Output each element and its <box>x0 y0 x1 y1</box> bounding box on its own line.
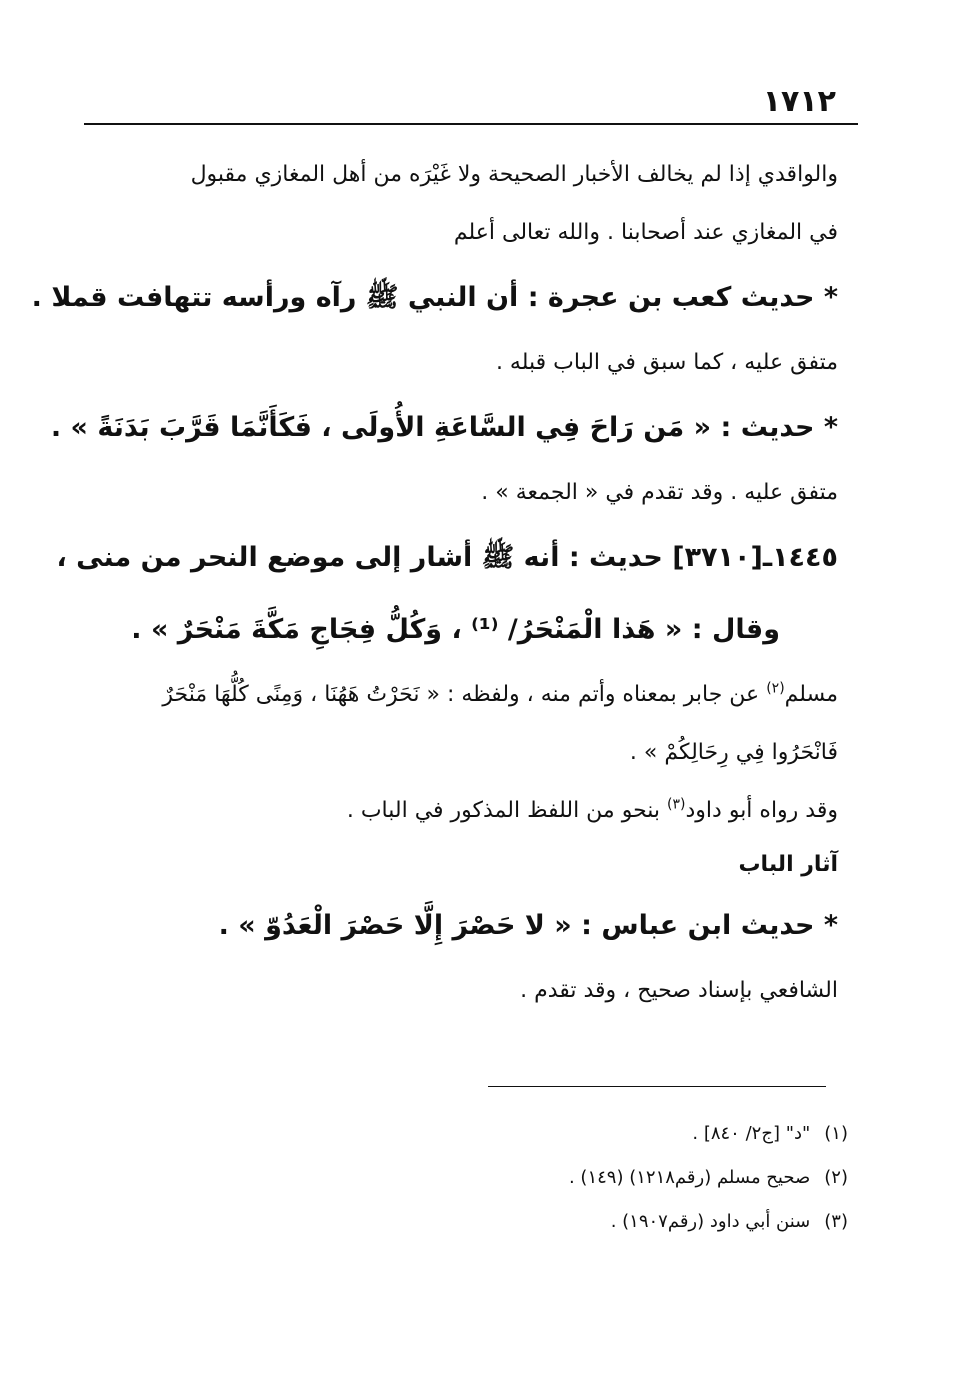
page-body <box>31 146 838 1020</box>
footnote-rule <box>488 1086 826 1087</box>
hadith-kaab-note: متفق عليه ، كما سبق في الباب قبله . <box>495 350 838 375</box>
footnote-2 <box>569 1156 848 1200</box>
footnote-ref-2[interactable]: (٢) <box>766 680 785 697</box>
hadith-ibnabbas-heading: * حديث ابن عباس : « لا حَصْرَ إِلَّا حَصْرَ الْعَدُوّ » . <box>218 910 838 941</box>
athar-section-title: آثار الباب <box>738 852 838 877</box>
footnote-1 <box>569 1112 848 1156</box>
footnote-text: صحيح مسلم (رقم١٢١٨) (١٤٩) . <box>568 1167 811 1188</box>
muslim-note-line-2: فَانْحَرُوا فِي رِحَالِكُمْ » . <box>629 740 838 765</box>
footnote-text: "د" [ج٢/ ٨٤٠] . <box>692 1123 811 1144</box>
hadith-1445-heading-line-1: ١٤٤٥ـ[٣٧١٠] حديث : أنه ﷺ أشار إلى موضع النحر من منى ، <box>56 542 838 573</box>
intro-line-2: في المغازي عند أصحابنا . والله تعالى أعلم <box>453 220 838 245</box>
footnote-number: (٢) <box>824 1167 848 1188</box>
header-rule <box>84 123 858 125</box>
muslim-label: مسلم <box>784 682 838 707</box>
intro-line-1: والواقدي إذا لم يخالف الأخبار الصحيحة ولا غَيْرَه من أهل المغازي مقبول <box>190 162 838 187</box>
hadith-1445-heading-line-2: وقال : « هَذا الْمَنْحَرُ/ ⁽¹⁾ ، وَكُلُّ فِجَاجِ مَكَّةَ مَنْحَرٌ » . <box>131 614 780 645</box>
footnote-number: (١) <box>824 1123 848 1144</box>
footnote-text: سنن أبي داود (رقم١٩٠٧) . <box>610 1211 811 1232</box>
abudawud-text: بنحو من اللفظ المذكور في الباب . <box>346 798 668 823</box>
hadith-rah-note: متفق عليه . وقد تقدم في « الجمعة » . <box>481 480 838 505</box>
hadith-kaab-heading: * حديث كعب بن عجرة : أن النبي ﷺ رآه ورأسه تتهافت قملا . <box>31 282 838 313</box>
hadith-rah-heading: * حديث : « مَن رَاحَ فِي السَّاعَةِ الأُولَى ، فَكَأَنَّمَا قَرَّبَ بَدَنَةً » . <box>50 412 838 443</box>
abudawud-note <box>84 782 838 840</box>
footnote-number: (٣) <box>824 1211 848 1232</box>
hadith-ibnabbas-note: الشافعي بإسناد صحيح ، وقد تقدم . <box>520 978 838 1003</box>
page-number: ١٧١٢ <box>762 84 836 119</box>
footnote-ref-3[interactable]: (٣) <box>667 796 686 813</box>
footnotes <box>569 1112 848 1244</box>
abudawud-label: وقد رواه أبو داود <box>685 798 838 823</box>
muslim-text: عن جابر بمعناه وأتم منه ، ولفظه : « نَحَرْتُ هَهُنَا ، وَمِنًى كُلُّهَا مَنْحَرٌ <box>162 682 767 707</box>
muslim-note-line-1 <box>84 666 838 724</box>
footnote-3 <box>569 1200 848 1244</box>
